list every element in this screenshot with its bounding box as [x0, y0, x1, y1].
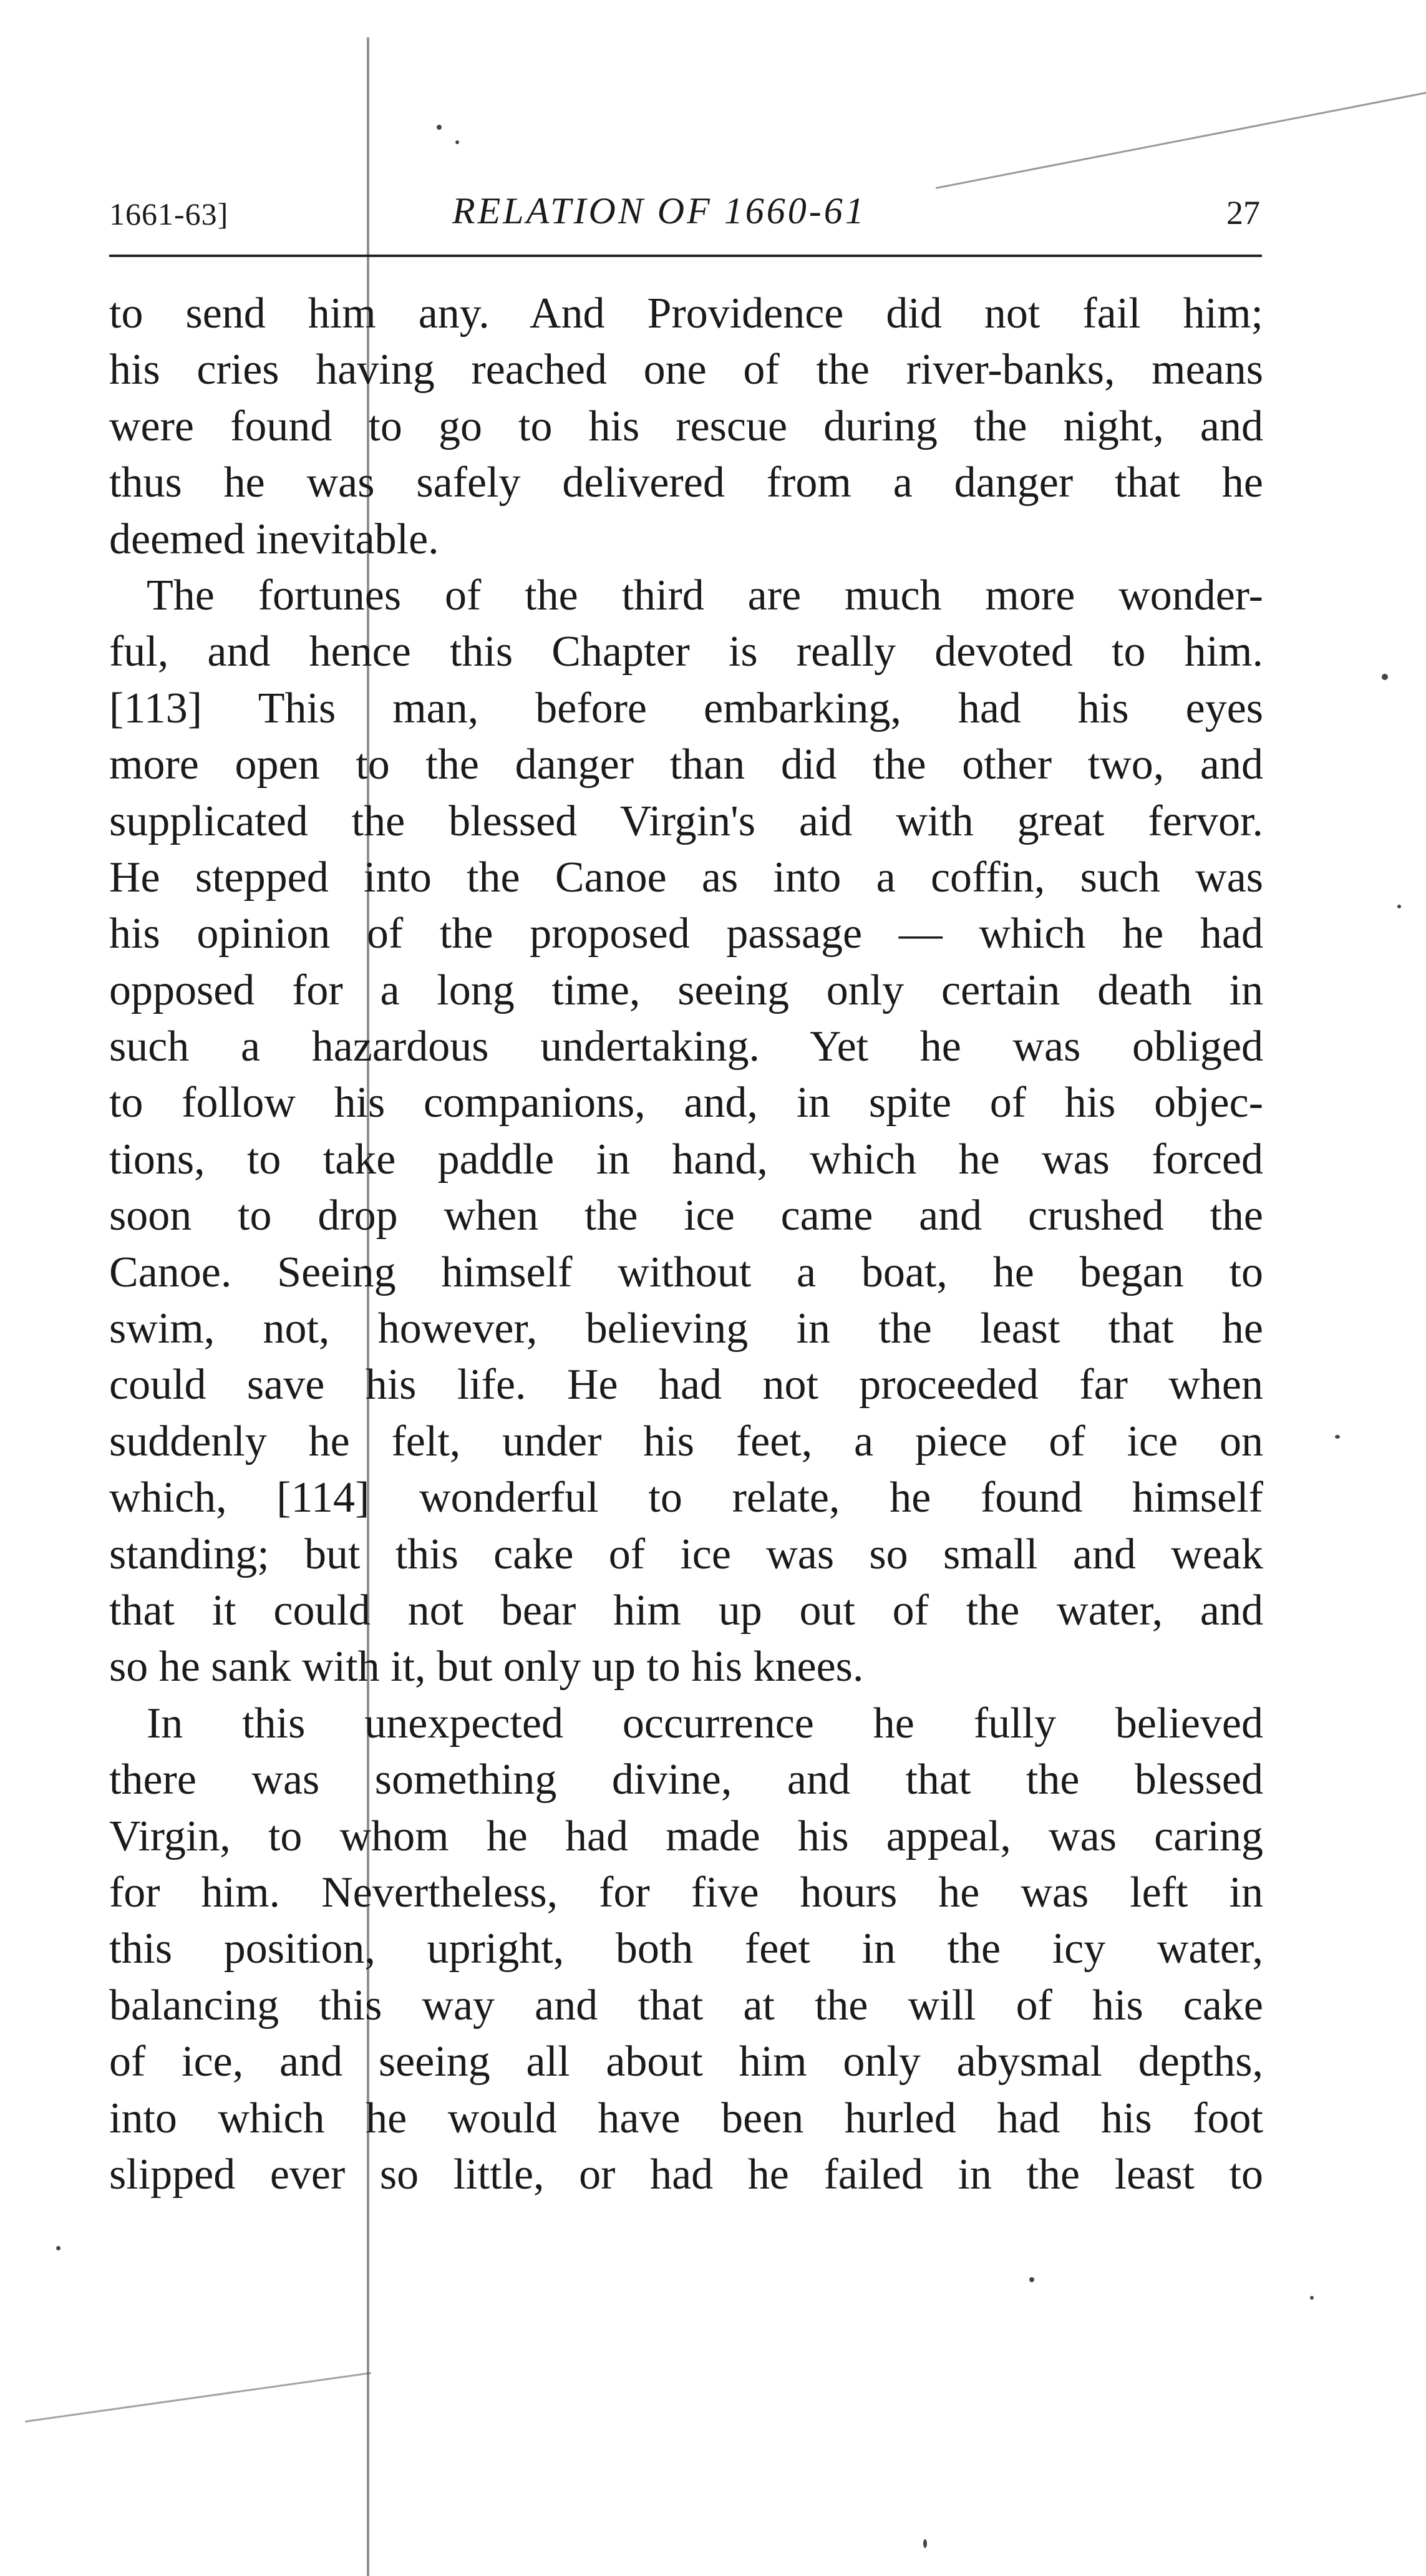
text-line: to send him any. And Providence did not fail him; [109, 289, 1263, 338]
text-line: so he sank with it, but only up to his knees. [109, 1643, 864, 1691]
text-line: The fortunes of the third are much more wonder- [147, 571, 1263, 620]
text-line: his opinion of the proposed passage — which he had [109, 910, 1263, 958]
text-line: tions, to take paddle in hand, which he was forced [109, 1135, 1263, 1184]
text-line: were found to go to his rescue during the night, and [109, 402, 1263, 450]
text-line: thus he was safely delivered from a danger that he [109, 459, 1263, 507]
text-line: [113] This man, before embarking, had his eyes [109, 684, 1263, 732]
text-line: suddenly he felt, under his feet, a piece of ice on [109, 1417, 1263, 1465]
running-head-title: RELATION OF 1660-61 [452, 190, 866, 231]
text-line: there was something divine, and that the blessed [109, 1756, 1263, 1804]
scan-diagonal-mark [936, 90, 1426, 189]
text-line: into which he would have been hurled had his foot [109, 2094, 1263, 2142]
text-line: his cries having reached one of the river-banks, means [109, 346, 1263, 394]
body-text [109, 286, 1263, 2203]
text-line: standing; but this cake of ice was so small and weak [109, 1530, 1263, 1578]
text-line: ful, and hence this Chapter is really devoted to him. [109, 628, 1263, 676]
scan-speck [1397, 905, 1401, 908]
scan-speck [437, 125, 442, 130]
text-line: He stepped into the Canoe as into a coffin, such was [109, 853, 1263, 902]
text-line: such a hazardous undertaking. Yet he was obliged [109, 1023, 1263, 1071]
text-line: swim, not, however, believing in the least that he [109, 1305, 1263, 1353]
text-line: which, [114] wonderful to relate, he found himself [109, 1474, 1263, 1522]
header-rule [109, 255, 1262, 257]
text-line: for him. Nevertheless, for five hours he was left in [109, 1868, 1263, 1917]
text-line: Virgin, to whom he had made his appeal, was caring [109, 1812, 1263, 1860]
text-line: slipped ever so little, or had he failed in the least to [109, 2150, 1263, 2199]
scan-speck [1382, 674, 1388, 680]
scan-speck [1029, 2277, 1034, 2282]
page-number: 27 [1226, 194, 1260, 231]
text-line: that it could not bear him up out of the water, and [109, 1586, 1263, 1635]
text-line: In this unexpected occurrence he fully believed [147, 1699, 1263, 1747]
scan-speck [56, 2246, 61, 2250]
running-head [109, 185, 1260, 241]
text-line: opposed for a long time, seeing only certain death in [109, 966, 1263, 1014]
scan-speck [455, 140, 459, 144]
scan-speck [1335, 1435, 1340, 1439]
running-head-date-range: 1661-63] [109, 197, 229, 231]
scan-speck [923, 2539, 927, 2548]
text-line: supplicated the blessed Virgin's aid with great fervor. [109, 797, 1263, 845]
text-line: Canoe. Seeing himself without a boat, he began to [109, 1248, 1263, 1296]
text-line: to follow his companions, and, in spite of his objec- [109, 1079, 1263, 1127]
text-line: this position, upright, both feet in the icy water, [109, 1925, 1263, 1973]
text-line: more open to the danger than did the other two, and [109, 741, 1263, 789]
text-line: of ice, and seeing all about him only abysmal depths, [109, 2038, 1263, 2086]
scan-diagonal-mark [25, 2372, 371, 2423]
text-line: deemed inevitable. [109, 515, 439, 563]
text-line: soon to drop when the ice came and crushed the [109, 1192, 1263, 1240]
text-line: balancing this way and that at the will of his cake [109, 1981, 1263, 2029]
text-line: could save his life. He had not proceeded far when [109, 1361, 1263, 1409]
scan-speck [1310, 2296, 1314, 2300]
